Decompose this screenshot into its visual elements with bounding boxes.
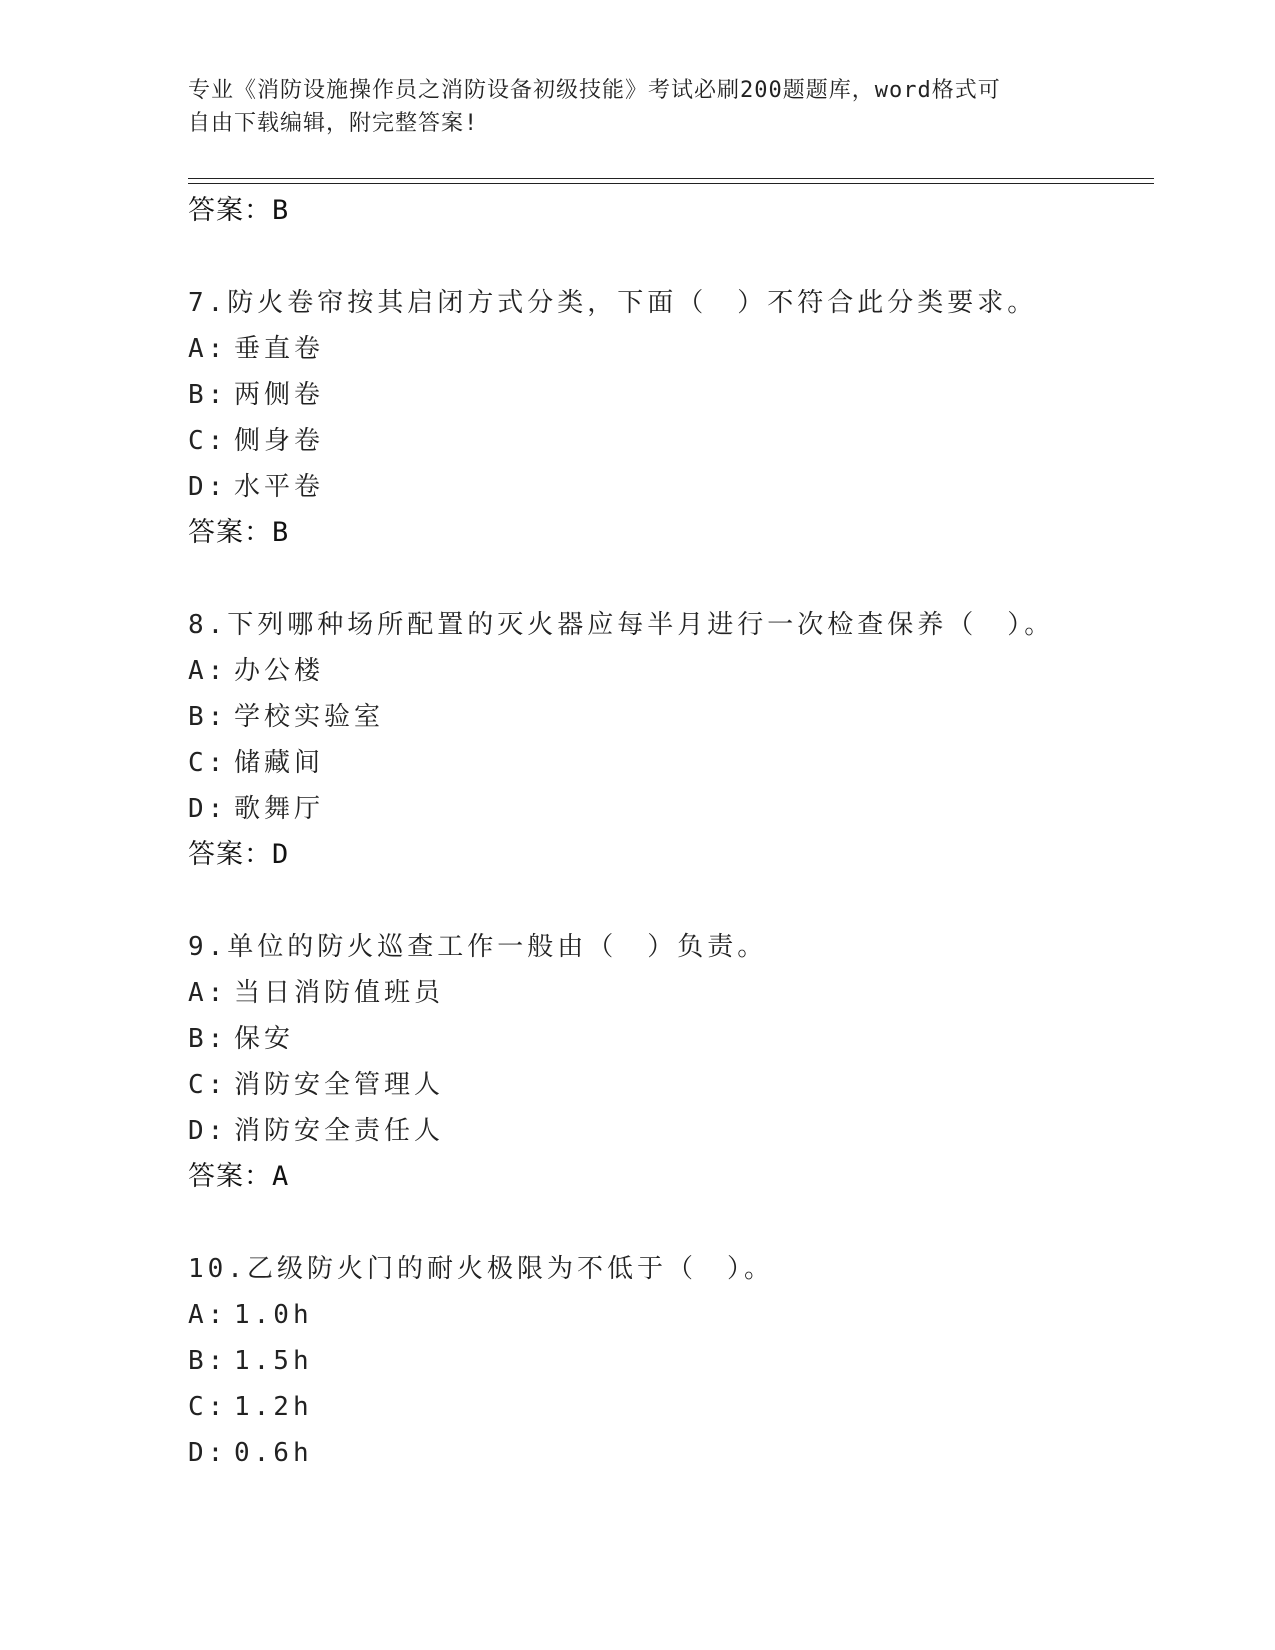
option-key: B:	[188, 702, 228, 732]
option-d	[188, 1108, 1154, 1154]
option-text: 消防安全责任人	[234, 1116, 445, 1146]
option-key: B:	[188, 380, 228, 410]
option-key: B:	[188, 1346, 228, 1376]
question-text: 10.乙级防火门的耐火极限为不低于（ ）。	[188, 1254, 774, 1284]
header-title-line-2: 自由下载编辑，附完整答案!	[188, 111, 479, 136]
option-text: 1.0h	[234, 1300, 313, 1330]
option-text: 保安	[234, 1024, 295, 1054]
option-b	[188, 1338, 1154, 1384]
header-title-line-1: 专业《消防设施操作员之消防设备初级技能》考试必刷200题题库，word格式可	[188, 78, 1001, 103]
option-b	[188, 372, 1154, 418]
option-key: C:	[188, 1070, 228, 1100]
option-b	[188, 694, 1154, 740]
answer-line: 答案：A	[188, 1161, 290, 1192]
option-key: D:	[188, 1438, 228, 1468]
option-text: 消防安全管理人	[234, 1070, 445, 1100]
option-key: A:	[188, 1300, 228, 1330]
answer-line: 答案：D	[188, 839, 290, 870]
option-a	[188, 1292, 1154, 1338]
option-key: D:	[188, 794, 228, 824]
option-c	[188, 1384, 1154, 1430]
question-text: 8.下列哪种场所配置的灭火器应每半月进行一次检查保养（ ）。	[188, 610, 1055, 640]
option-b	[188, 1016, 1154, 1062]
question-text: 9.单位的防火巡查工作一般由（ ）负责。	[188, 932, 768, 962]
option-text: 1.5h	[234, 1346, 313, 1376]
answer-line: 答案：B	[188, 195, 290, 226]
option-d	[188, 464, 1154, 510]
option-a	[188, 970, 1154, 1016]
page-header	[188, 74, 1068, 140]
option-text: 两侧卷	[234, 380, 325, 410]
option-key: C:	[188, 748, 228, 778]
option-text: 1.2h	[234, 1392, 313, 1422]
option-text: 垂直卷	[234, 334, 325, 364]
option-text: 学校实验室	[234, 702, 385, 732]
option-a	[188, 648, 1154, 694]
option-d	[188, 786, 1154, 832]
option-key: A:	[188, 656, 228, 686]
option-a	[188, 326, 1154, 372]
option-text: 当日消防值班员	[234, 978, 445, 1008]
option-text: 水平卷	[234, 472, 325, 502]
header-divider-top	[188, 178, 1154, 179]
option-key: C:	[188, 1392, 228, 1422]
header-divider-bottom	[188, 183, 1154, 184]
option-key: C:	[188, 426, 228, 456]
option-text: 办公楼	[234, 656, 325, 686]
option-key: B:	[188, 1024, 228, 1054]
question-list	[188, 188, 1154, 1476]
option-text: 侧身卷	[234, 426, 325, 456]
option-text: 歌舞厅	[234, 794, 325, 824]
option-c	[188, 1062, 1154, 1108]
option-c	[188, 740, 1154, 786]
option-key: D:	[188, 1116, 228, 1146]
option-text: 储藏间	[234, 748, 325, 778]
option-d	[188, 1430, 1154, 1476]
question-text: 7.防火卷帘按其启闭方式分类，下面（ ）不符合此分类要求。	[188, 288, 1038, 318]
option-key: A:	[188, 978, 228, 1008]
option-text: 0.6h	[234, 1438, 313, 1468]
option-c	[188, 418, 1154, 464]
option-key: D:	[188, 472, 228, 502]
option-key: A:	[188, 334, 228, 364]
answer-line: 答案：B	[188, 517, 290, 548]
